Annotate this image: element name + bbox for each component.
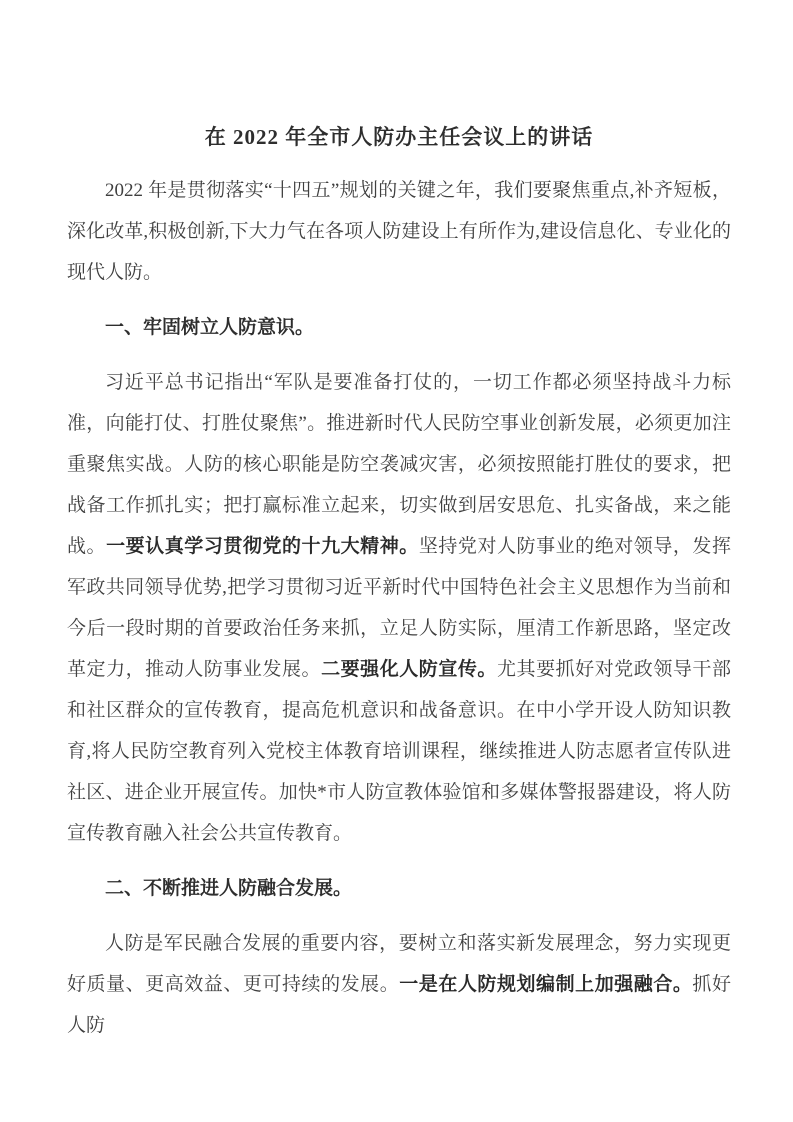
section1-run-0: 习近平总书记指出“军队是要准备打仗的，一切工作都必须坚持战斗力标准，向能打仗、打胜仗聚焦”。推进新时代人民防空事业创新发展，必须更加注重聚焦实战。人防的核心职能是防空袭减灾害，必须按照能打胜仗的要求，把战备工作抓扎实；把打赢标准立起来，切实做到居安思危、扎实备战，来之能战。 <box>67 372 731 557</box>
section2-run-0: 人防是军民融合发展的重要内容，要树立和落实新发展理念，努力实现更好质量、更高效益、更可持续的发展。 <box>67 933 731 995</box>
section1-heading: 一、牢固树立人防意识。 <box>105 317 315 338</box>
intro-paragraph: 2022 年是贯彻落实“十四五”规划的关键之年，我们要聚焦重点,补齐短板，深化改革,积极创新,下大力气在各项人防建设上有所作为,建设信息化、专业化的现代人防。 <box>67 180 731 283</box>
section2-run-2: 抓好人防 <box>67 974 731 1036</box>
section1-run-2: 坚持党对人防事业的绝对领导，发挥军政共同领导优势,把学习贯彻习近平新时代中国特色社会主义思想作为当前和今后一段时期的首要政治任务来抓，立足人防实际，厘清工作新思路，坚定改革定力，推动人防事业发展。 <box>67 536 731 680</box>
section1-run-3-bold: 二要强化人防宣传。 <box>321 659 497 680</box>
section2-paragraph <box>67 923 731 1046</box>
section2-run-1-bold: 一是在人防规划编制上加强融合。 <box>399 974 693 995</box>
document-title: 在 2022 年全市人防办主任会议上的讲话 <box>204 125 594 149</box>
section1-run-4: 尤其要抓好对党政领导干部和社区群众的宣传教育，提高危机意识和战备意识。在中小学开设人防知识教育,将人民防空教育列入党校主体教育培训课程，继续推进人防志愿者宣传队进社区、进企业开展宣传。加快*市人防宣教体验馆和多媒体警报器建设，将人防宣传教育融入社会公共宣传教育。 <box>67 659 731 844</box>
section1-paragraph <box>67 362 731 854</box>
section1-run-1-bold: 一要认真学习贯彻党的十九大精神。 <box>106 536 419 557</box>
section2-heading: 二、不断推进人防融合发展。 <box>105 878 353 899</box>
